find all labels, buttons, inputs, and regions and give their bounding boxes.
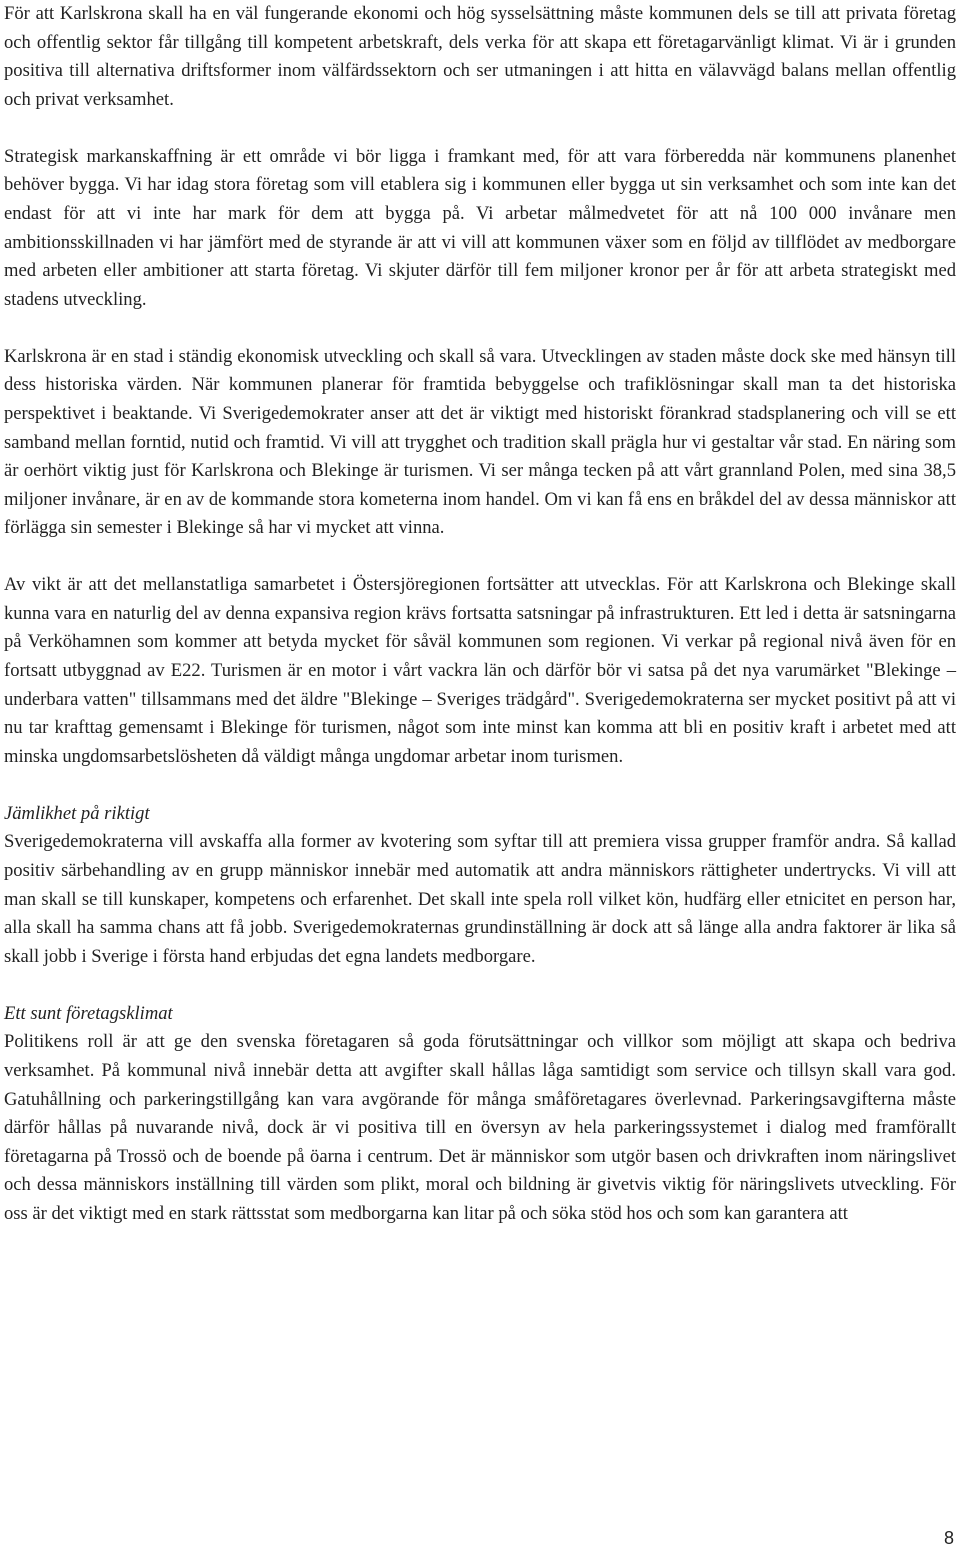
page-number: 8 bbox=[943, 1528, 954, 1548]
paragraph-markanskaffning: Strategisk markanskaffning är ett område vi bör ligga i framkant med, för att vara förberedda när kommunens planenhet behöver bygga. Vi har idag stora företag som vill etablera sig i kommunen eller bygga ut sin verksamhet och som inte kan det endast för att vi inte har mark för dem att bygga på. Vi arbetar målmedvetet för att nå 100 000 invånare men ambitionsskillnaden vi har jämfört med de styrande är att vi vill att kommunen växer som en följd av tillflödet av medborgare med arbeten eller ambitioner att starta företag. Vi skjuter därför till fem miljoner kronor per år för att arbeta strategiskt med stadens utveckling. bbox=[4, 145, 956, 310]
paragraph-stadsutveckling: Karlskrona är en stad i ständig ekonomisk utveckling och skall så vara. Utvecklingen av staden måste dock ske med hänsyn till dess historiska värden. När kommunen planerar för framtida bebyggelse och trafiklösningar skall man ta det historiska perspektivet i beaktande. Vi Sverigedemokrater anser att det är viktigt med historiskt förankrad stadsplanering och vill se ett samband mellan forntid, nutid och framtid. Vi vill att trygghet och tradition skall prägla hur vi gestaltar vår stad. En näring som är oerhört viktig just för Karlskrona och Blekinge är turismen. Vi ser många tecken på att vårt grannland Polen, med sina 38,5 miljoner invånare, är en av de kommande stora kometerna inom handel. Om vi kan få ens en bråkdel del av dessa människor att förlägga sin semester i Blekinge så har vi mycket att vinna. bbox=[4, 345, 956, 539]
document-page bbox=[4, 0, 956, 1229]
paragraph-foretagsklimat: Politikens roll är att ge den svenska företagaren så goda förutsättningar och villkor som möjligt att skapa och bedriva verksamhet. På kommunal nivå innebär detta att avgifter skall hållas låga samtidigt som service och tillsyn skall vara god. Gatuhållning och parkeringstillgång kan vara avgörande för många småföretagares överlevnad. Parkeringsavgifterna måste därför hållas på nuvarande nivå, dock är vi positiva till en översyn av hela parkeringssystemet i dialog med framförallt företagarna på Trossö och de boende på öarna i centrum. Det är människor som utgör basen och drivkraften inom näringslivet och dessa människors inställning till värden som plikt, moral och bildning är givetvis viktig för näringslivets utveckling. För oss är det viktigt med en stark rättsstat som medborgarna kan litar på och söka stöd hos och som kan garantera att bbox=[4, 1031, 956, 1224]
paragraph-jamlikhet: Sverigedemokraterna vill avskaffa alla former av kvotering som syftar till att premiera vissa grupper framför andra. Så kallad positiv särbehandling av en grupp människor innebär med automatik att andra människors rättigheter undertrycks. Vi vill att man skall se till kunskaper, kompetens och erfarenhet. Det skall inte spela roll vilket kön, hudfärg eller etnicitet en person har, alla skall ha samma chans att få jobb. Sverigedemokraternas grundinställning är dock att så länge alla andra faktorer är lika så skall jobb i Sverige i första hand erbjudas det egna landets medborgare. bbox=[4, 831, 956, 967]
paragraph-ekonomi: För att Karlskrona skall ha en väl fungerande ekonomi och hög sysselsättning måste kommunen dels se till att privata företag och offentlig sektor får tillgång till kompetent arbetskraft, dels verka för att skapa ett företagarvänligt klimat. Vi är i grunden positiva till alternativa driftsformer inom välfärdssektorn och ser utmaningen i att hitta en välavvägd balans mellan offentlig och privat verksamhet. bbox=[4, 3, 956, 110]
section-heading-foretagsklimat: Ett sunt företagsklimat bbox=[4, 1002, 173, 1024]
paragraph-ostersjoregionen: Av vikt är att det mellanstatliga samarbetet i Östersjöregionen fortsätter att utvecklas. För att Karlskrona och Blekinge skall kunna vara en naturlig del av denna expansiva region krävs fortsatta satsningar på infrastrukturen. Ett led i detta är satsningarna på Verköhamnen som kommer att betyda mycket för såväl kommunen som regionen. Vi verkar på regional nivå även för en fortsatt utbyggnad av E22. Turismen är en motor i vårt vackra län och därför bör vi satsa på det nya varumärket "Blekinge – underbara vatten" tillsammans med det äldre "Blekinge – Sveriges trädgård". Sverigedemokraterna ser mycket positivt på att vi nu tar krafttag gemensamt i Blekinge för turismen, något som inte minst kan komma att bli en positiv kraft i arbetet med att minska ungdomsarbetslösheten då väldigt många ungdomar arbetar inom turismen. bbox=[4, 574, 956, 767]
section-heading-jamlikhet: Jämlikhet på riktigt bbox=[4, 802, 150, 824]
